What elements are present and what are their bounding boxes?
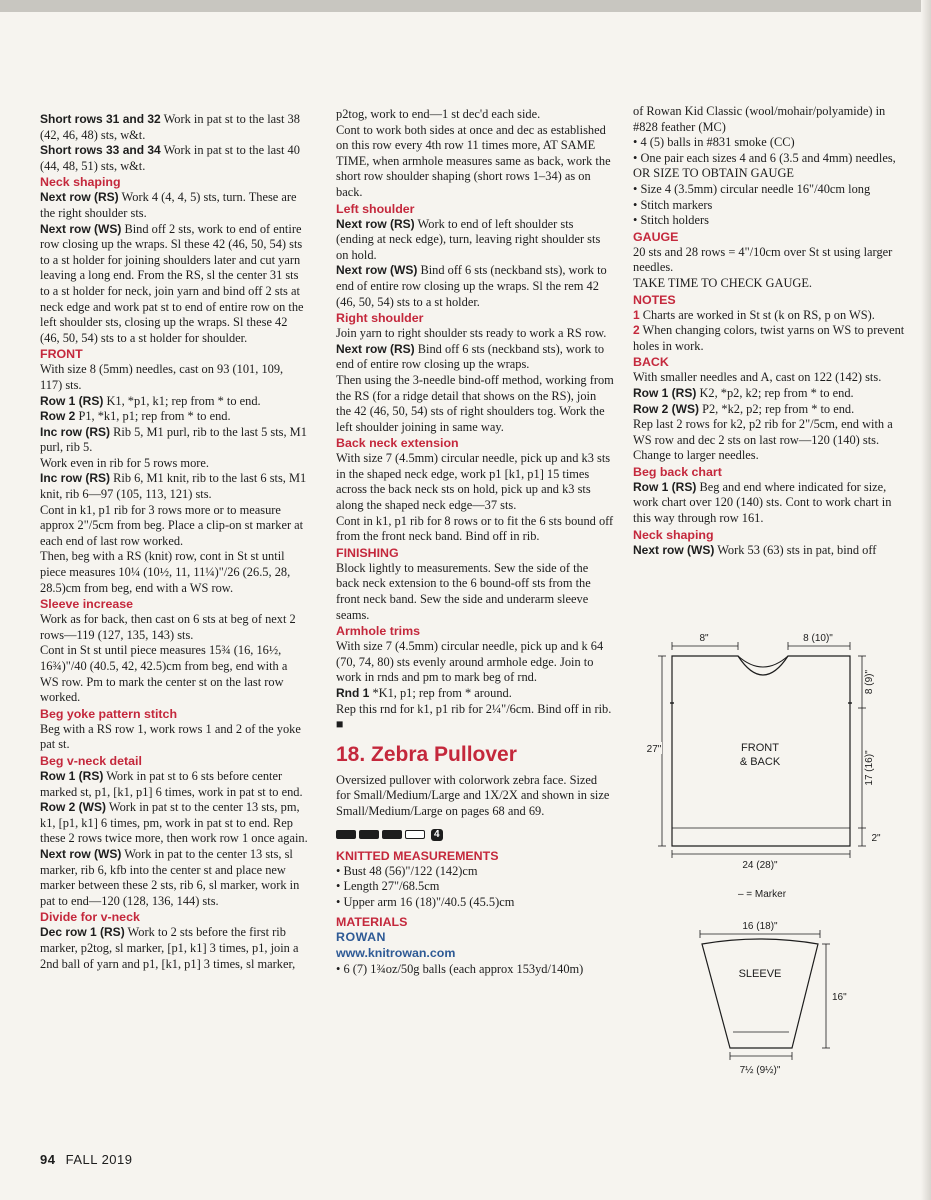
row-label: Inc row (RS) xyxy=(40,471,111,486)
dim-sleeve-top: 16 (18)" xyxy=(742,921,778,932)
section-heading: FINISHING xyxy=(336,545,399,560)
page-footer xyxy=(40,1152,133,1167)
instruction-paragraph xyxy=(336,373,614,435)
measurement-item: • Bust 48 (56)"/122 (142)cm xyxy=(336,864,614,880)
dim-neck-depth: 8 (9)" xyxy=(864,669,875,695)
row-label: Dec row 1 (RS) xyxy=(40,925,125,940)
row-label: Row 1 (RS) xyxy=(633,479,697,494)
skill-level-number: 4 xyxy=(431,829,443,841)
instruction-paragraph xyxy=(336,217,614,264)
instruction-text: TAKE TIME TO CHECK GAUGE. xyxy=(633,275,813,290)
instruction-paragraph xyxy=(40,612,308,643)
material-text: One pair each sizes 4 and 6 (3.5 and 4mm) needles, OR SIZE TO OBTAIN GAUGE xyxy=(633,150,896,181)
instruction-text: Rib 5, M1 purl, rib to the last 5 sts, M1 purl, rib 5. xyxy=(40,424,307,455)
note-text: Charts are worked in St st (k on RS, p on WS). xyxy=(639,307,875,322)
instruction-paragraph xyxy=(633,370,905,386)
column-2-instructions xyxy=(336,107,614,733)
section-heading: Right shoulder xyxy=(336,311,424,326)
measurements-list xyxy=(336,864,614,911)
pattern-block xyxy=(336,743,614,977)
row-label: Short rows 33 and 34 xyxy=(40,143,161,158)
material-item xyxy=(633,198,905,214)
instruction-paragraph xyxy=(40,800,308,847)
section-heading: Sleeve increase xyxy=(40,597,134,612)
material-text: Stitch markers xyxy=(640,197,713,212)
dim-neck-width: 8 (10)" xyxy=(803,633,833,644)
instruction-paragraph xyxy=(40,722,308,753)
section-heading: Left shoulder xyxy=(336,201,415,216)
instruction-text: Cont in k1, p1 rib for 3 rows more or to measure approx 2"/5cm from beg. Place a clip-on st marker at each end of last row worked. xyxy=(40,502,304,548)
material-item xyxy=(633,182,905,198)
instruction-paragraph xyxy=(633,276,905,292)
instruction-text: Work to 2 sts before the first rib marker, p2tog, sl marker, [p1, k1] 3 times, p1, join a 2nd ball of yarn and p1, [k1, p1] 3 times, sl marker, xyxy=(40,925,299,971)
row-label: Row 1 (RS) xyxy=(40,768,104,783)
pattern-title: 18. Zebra Pullover xyxy=(336,742,517,766)
instruction-text: Join yarn to right shoulder sts ready to work a RS row. xyxy=(336,326,607,341)
instruction-paragraph xyxy=(40,847,308,909)
instruction-paragraph xyxy=(633,245,905,276)
pattern-intro: Oversized pullover with colorwork zebra face. Sized for Small/Medium/Large and 1X/2X and shown in size Small/Medium/Large on pages 68 and 69. xyxy=(336,772,610,818)
row-label: Row 2 (WS) xyxy=(633,401,699,416)
section-heading: Beg v-neck detail xyxy=(40,753,142,768)
row-label: Next row (RS) xyxy=(40,190,119,205)
instruction-text: Cont in k1, p1 rib for 8 rows or to fit the 6 sts bound off from the front neck band. Bind off in rib. xyxy=(336,513,614,544)
garment-schematic xyxy=(640,628,890,1088)
row-label: Next row (WS) xyxy=(40,846,122,861)
skill-bar-icon xyxy=(382,830,402,839)
instruction-paragraph xyxy=(336,263,614,310)
instruction-text: Work in pat st to the last 38 (42, 46, 48) sts, w&t. xyxy=(40,112,300,142)
instruction-paragraph xyxy=(633,480,905,527)
instruction-text: Work in pat st to the center 13 sts, pm, k1, [p1, k1] 6 times, pm, work in pat st to end. Rep these 2 rows twice more, then work row 1 once again. xyxy=(40,800,308,846)
section-heading: Beg back chart xyxy=(633,464,722,479)
section-heading: FRONT xyxy=(40,347,83,362)
instruction-paragraph xyxy=(336,686,614,702)
skill-level-indicator xyxy=(336,828,614,842)
instruction-paragraph xyxy=(633,543,905,559)
instruction-paragraph xyxy=(40,769,308,800)
section-heading: Armhole trims xyxy=(336,624,420,639)
instruction-text: Work even in rib for 5 rows more. xyxy=(40,455,209,470)
instruction-paragraph xyxy=(40,425,308,456)
instruction-paragraph xyxy=(40,643,308,705)
dim-shoulder-width: 8" xyxy=(699,633,709,644)
row-label: Row 2 xyxy=(40,409,76,424)
instruction-text: Work in pat st to 6 sts before center marked st, p1, [k1, p1] 6 times, work in pat st to end. xyxy=(40,768,303,799)
dim-sleeve-length: 16" xyxy=(832,992,847,1003)
instruction-paragraph xyxy=(40,394,308,410)
instruction-paragraph xyxy=(40,190,308,221)
page-number: 94 xyxy=(40,1152,56,1167)
instruction-text: of Rowan Kid Classic (wool/mohair/polyamide) in #828 feather (MC) xyxy=(633,104,886,134)
instruction-paragraph xyxy=(336,107,614,123)
instruction-text: *K1, p1; rep from * around. xyxy=(369,686,512,700)
instruction-text: Cont in St st until piece measures 15¾ (16, 16½, 16¾)"/40 (40.5, 42, 42.5)cm from beg, end with a WS row. Pm to mark the center st on the last row worked. xyxy=(40,643,288,705)
row-label: Next row (WS) xyxy=(633,542,715,557)
section-heading: Neck shaping xyxy=(40,175,121,190)
instruction-paragraph xyxy=(40,409,308,425)
instruction-paragraph xyxy=(40,549,308,596)
material-text: 4 (5) balls in #831 smoke (CC) xyxy=(640,135,795,150)
instruction-paragraph xyxy=(336,639,614,686)
instruction-text: Work in pat to the center 13 sts, sl marker, rib 6, kfb into the center st and place new marker between these 2 sts, rib 6, sl marker, work in pat to end—120 (128, 136, 144) sts. xyxy=(40,846,300,908)
row-label: Inc row (RS) xyxy=(40,424,111,439)
section-heading: Divide for v-neck xyxy=(40,910,140,925)
instruction-text: Rib 6, M1 knit, rib to the last 6 sts, M1 knit, rib 6—97 (105, 113, 121) sts. xyxy=(40,471,307,502)
sleeve-schematic xyxy=(700,921,847,1076)
note-text: When changing colors, twist yarns on WS to prevent holes in work. xyxy=(633,323,905,353)
row-label: Next row (WS) xyxy=(336,263,418,278)
instruction-text: Work as for back, then cast on 6 sts at beg of next 2 rows—119 (127, 135, 143) sts. xyxy=(40,612,296,642)
instruction-text: Rep last 2 rows for k2, p2 rib for 2"/5cm, end with a WS row and dec 2 sts on last row—120 (140) sts. Change to larger needles. xyxy=(633,417,893,463)
instruction-paragraph xyxy=(40,456,308,472)
instruction-text: With size 8 (5mm) needles, cast on 93 (101, 109, 117) sts. xyxy=(40,362,284,392)
instruction-text: Work to end of left shoulder sts (ending at neck edge), turn, leaving right shoulder sts on hold. xyxy=(336,216,601,262)
instruction-text: 20 sts and 28 rows = 4"/10cm over St st using larger needles. xyxy=(633,244,893,275)
instruction-paragraph xyxy=(40,222,308,347)
instruction-paragraph xyxy=(336,123,614,201)
instruction-text: Beg with a RS row 1, work rows 1 and 2 of the yoke pat st. xyxy=(40,721,301,752)
material-item xyxy=(633,151,905,182)
note-item xyxy=(633,323,905,354)
material-text: Stitch holders xyxy=(640,213,709,228)
dim-rib-depth: 2" xyxy=(871,833,881,844)
instruction-text: Work in pat st to the last 40 (44, 48, 51) sts, w&t. xyxy=(40,143,300,173)
instruction-text: With size 7 (4.5mm) circular needle, pick up and k3 sts in the shaped neck edge, work p1 [k1, p1] 15 times across the back neck sts on hold, pick up and k3 sts along the shaped neck edge—37 sts. xyxy=(336,451,611,513)
bullet-icon: • xyxy=(633,150,641,165)
instruction-text: P1, *k1, p1; rep from * to end. xyxy=(75,409,231,424)
front-back-label-2: & BACK xyxy=(739,756,781,768)
row-label: Next row (RS) xyxy=(336,216,415,231)
front-back-label-1: FRONT xyxy=(741,742,779,754)
instruction-text: Work 4 (4, 4, 5) sts, turn. These are the right shoulder sts. xyxy=(40,190,297,220)
instruction-text: Beg and end where indicated for size, work chart over 120 (140) sts. Cont to work chart in this way through row 161. xyxy=(633,479,892,526)
instruction-paragraph xyxy=(40,471,308,502)
row-label: Next row (WS) xyxy=(40,221,122,236)
marker-legend: – = Marker xyxy=(737,889,787,900)
instruction-text: With size 7 (4.5mm) circular needle, pick up and k 64 (70, 74, 80) sts evenly around armhole edge. Join to work in rnds and pm to mark beg of rnd. xyxy=(336,639,604,685)
instruction-text: Rep this rnd for k1, p1 rib for 2¼"/6cm. Bind off in rib. ■ xyxy=(336,701,612,732)
yarn-brand: ROWAN xyxy=(336,930,386,945)
instruction-paragraph xyxy=(633,386,905,402)
column-1 xyxy=(40,112,308,972)
skill-bar-icon xyxy=(359,830,379,839)
instruction-text: With smaller needles and A, cast on 122 (142) sts. xyxy=(633,370,882,385)
instruction-text: P2, *k2, p2; rep from * to end. xyxy=(699,401,855,416)
instruction-paragraph xyxy=(336,561,614,623)
dim-sleeve-bottom: 7½ (9½)" xyxy=(739,1065,781,1076)
instruction-paragraph xyxy=(633,402,905,418)
instruction-paragraph xyxy=(40,143,308,174)
bullet-icon: • xyxy=(633,181,641,196)
instruction-paragraph xyxy=(336,702,614,733)
instruction-text: Bind off 2 sts, work to end of entire row closing up the wraps. Sl these 42 (46, 50, 54) sts to a st holder for joining shoulders later and cut yarn leaving a long end. From the RS, sl the center 31 sts to a st holder for neck, join yarn and bind off 2 sts at neck edge and work pat st to end of entire row on the left shoulder sts, closing up the wraps. Sl these 42 (46, 50, 54) sts to a st holder for shoulder. xyxy=(40,221,304,345)
instruction-text: Bind off 6 sts (neckband sts), work to end of entire row closing up the wraps. Sl the rem 42 (46, 50, 54) sts to a st holder. xyxy=(336,263,607,309)
measurement-item: • Length 27"/68.5cm xyxy=(336,879,614,895)
section-heading: Neck shaping xyxy=(633,527,714,542)
row-label: Rnd 1 xyxy=(336,686,370,700)
instruction-paragraph xyxy=(336,342,614,373)
instruction-paragraph xyxy=(336,326,614,342)
instruction-paragraph xyxy=(40,503,308,550)
skill-bar-icon xyxy=(336,830,356,839)
instruction-paragraph xyxy=(633,104,905,135)
section-heading: BACK xyxy=(633,355,669,370)
dim-length: 27" xyxy=(646,744,662,755)
instruction-text: Cont to work both sides at once and dec as established on this row every 4th row 11 times more, AT SAME TIME, when armhole measures same as back, work the short row shoulder shaping (short rows 1–34) as on back. xyxy=(336,122,611,199)
section-heading: GAUGE xyxy=(633,229,679,244)
column-3 xyxy=(633,104,905,558)
bullet-icon: • xyxy=(633,197,641,212)
note-number: 2 xyxy=(633,323,640,338)
skill-bar-empty-icon xyxy=(405,830,425,839)
dim-armhole-depth: 17 (16)" xyxy=(864,750,875,786)
issue-label: FALL 2019 xyxy=(65,1152,133,1167)
page-right-shadow xyxy=(921,0,931,1200)
instruction-paragraph xyxy=(40,925,308,972)
note-item xyxy=(633,308,905,324)
instruction-paragraph xyxy=(336,514,614,545)
material-item xyxy=(633,213,905,229)
row-label: Row 1 (RS) xyxy=(633,385,697,400)
instruction-paragraph xyxy=(336,451,614,513)
yarn-brand-link[interactable]: www.knitrowan.com xyxy=(336,945,456,960)
instruction-text: Then, beg with a RS (knit) row, cont in St st until piece measures 10¼ (10½, 11, 11¼)"/26 (26.5, 28, 28.5)cm from beg, end with a WS row. xyxy=(40,549,291,595)
instruction-text: Bind off 6 sts (neckband sts), work to end of entire row closing up the wraps. xyxy=(336,341,605,372)
material-text: Size 4 (3.5mm) circular needle 16"/40cm long xyxy=(640,181,871,196)
instruction-paragraph xyxy=(633,417,905,464)
column-2 xyxy=(336,107,614,977)
dim-width: 24 (28)" xyxy=(742,860,778,871)
row-label: Short rows 31 and 32 xyxy=(40,112,161,126)
material-item: • 6 (7) 1¾oz/50g balls (each approx 153yd/140m) xyxy=(336,962,614,978)
section-heading: Beg yoke pattern stitch xyxy=(40,706,178,721)
materials-heading: MATERIALS xyxy=(336,915,408,930)
row-label: Next row (RS) xyxy=(336,341,415,356)
instruction-text: K2, *p2, k2; rep from * to end. xyxy=(696,385,854,400)
instruction-text: Block lightly to measurements. Sew the side of the back neck extension to the 6 bound-off sts from the front neck band. Sew the side and underarm sleeve seams. xyxy=(336,560,591,622)
page-top-edge xyxy=(0,0,931,12)
measurements-heading: KNITTED MEASUREMENTS xyxy=(336,848,499,863)
sleeve-label: SLEEVE xyxy=(738,968,782,980)
front-back-schematic xyxy=(642,633,881,871)
note-number: 1 xyxy=(633,307,640,322)
row-label: Row 2 (WS) xyxy=(40,800,106,815)
bullet-icon: • xyxy=(633,213,641,228)
instruction-text: K1, *p1, k1; rep from * to end. xyxy=(103,393,261,408)
section-heading: NOTES xyxy=(633,292,676,307)
measurement-item: • Upper arm 16 (18)"/40.5 (45.5)cm xyxy=(336,895,614,911)
section-heading: Back neck extension xyxy=(336,436,459,451)
instruction-text: p2tog, work to end—1 st dec'd each side. xyxy=(336,107,541,121)
instruction-paragraph xyxy=(40,362,308,393)
bullet-icon: • xyxy=(633,135,641,150)
instruction-paragraph xyxy=(40,112,308,143)
row-label: Row 1 (RS) xyxy=(40,393,104,408)
material-item xyxy=(633,135,905,151)
instruction-text: Then using the 3-needle bind-off method, working from the RS (for a ridge detail that shows on the RS), join the 42 (46, 50, 54) sts of right shoulders tog. Work the left shoulder joining in same way. xyxy=(336,372,614,434)
instruction-text: Work 53 (63) sts in pat, bind off xyxy=(714,542,877,557)
